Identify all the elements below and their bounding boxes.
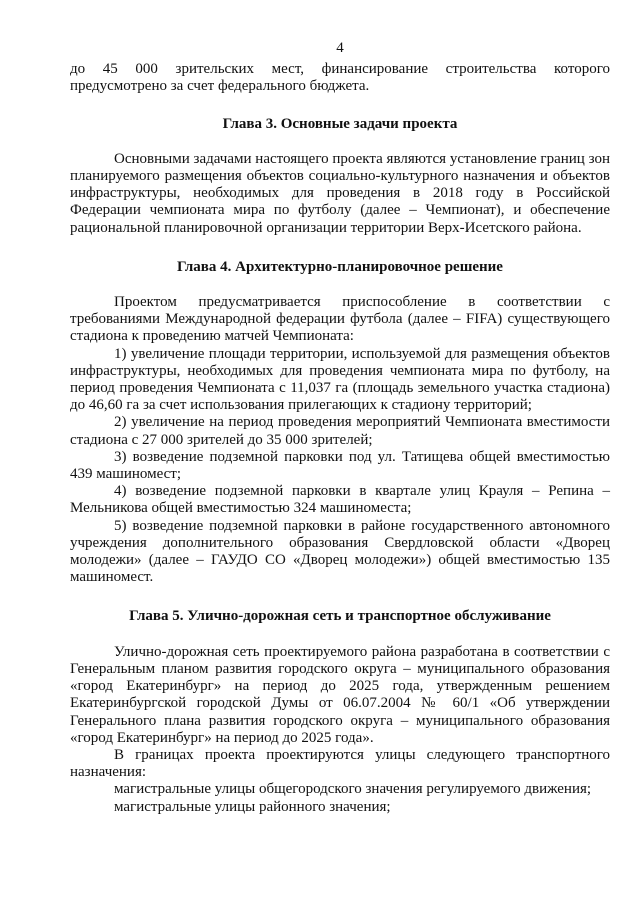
chapter-4-item-1: 1) увеличение площади территории, используемой для размещения объектов инфраструктуры, необходимых для проведения чемпионата мира по футболу, на период проведения Чемпионата с 11,037 га (площадь земельного участка стадиона) до 46,60 га за счет использования прилегающих к стадиону территорий; (70, 345, 610, 414)
chapter-4-intro: Проектом предусматривается приспособление в соответствии с требованиями Международной федерации футбола (далее – FIFA) существующего стадиона к проведению матчей Чемпионата: (70, 294, 610, 345)
chapter-4-item-2: 2) увеличение на период проведения мероприятий Чемпионата вместимости стадиона с 27 000 зрителей до 35 000 зрителей; (70, 414, 610, 448)
page-number: 4 (336, 40, 344, 56)
street-type-item: магистральные улицы районного значения; (114, 798, 391, 815)
chapter-4-item-3: 3) возведение подземной парковки под ул. Татищева общей вместимостью 439 машиномест; (70, 448, 610, 483)
chapter-4-item-5: 5) возведение подземной парковки в районе государственного автономного учреждения дополнительного образования Свердловской области «Дворец молодежи» (далее – ГАУДО СО «Дворец молодежи») общей вместимостью 135 машиномест. (70, 517, 610, 586)
document-page (70, 40, 610, 816)
chapter-5-heading: Глава 5. Улично-дорожная сеть и транспортное обслуживание (129, 608, 551, 625)
chapter-5-paragraph-2: В границах проекта проектируются улицы следующего транспортного назначения: (70, 746, 610, 781)
chapter-4-item-4: 4) возведение подземной парковки в квартале улиц Крауля – Репина – Мельникова общей вместимостью 324 машиноместа; (70, 483, 610, 517)
chapter-3-heading: Глава 3. Основные задачи проекта (222, 115, 458, 132)
chapter-3-paragraph: Основными задачами настоящего проекта являются установление границ зон планируемого размещения объектов социально-культурного назначения и объектов инфраструктуры, необходимых для проведения в 2018 году в Российской Федерации чемпионата мира по футболу (далее – Чемпионат), и обеспечение рациональной планировочной организации территории Верх-Исетского района. (70, 150, 610, 236)
chapter-5-paragraph-1: Улично-дорожная сеть проектируемого района разработана в соответствии с Генеральным планом развития городского округа – муниципального образования «город Екатеринбург» на период до 2025 года, утвержденным решением Екатеринбургской городской Думы от 06.07.2004 № 60/1 «Об утверждении Генерального плана развития городского округа – муниципального образования «город Екатеринбург» на период до 2025 года». (70, 643, 610, 746)
opening-paragraph: до 45 000 зрительских мест, финансирование строительства которого предусмотрено за счет федерального бюджета. (70, 61, 610, 95)
street-type-item: магистральные улицы общегородского значения регулируемого движения; (114, 781, 592, 798)
chapter-4-heading: Глава 4. Архитектурно-планировочное решение (177, 258, 503, 275)
